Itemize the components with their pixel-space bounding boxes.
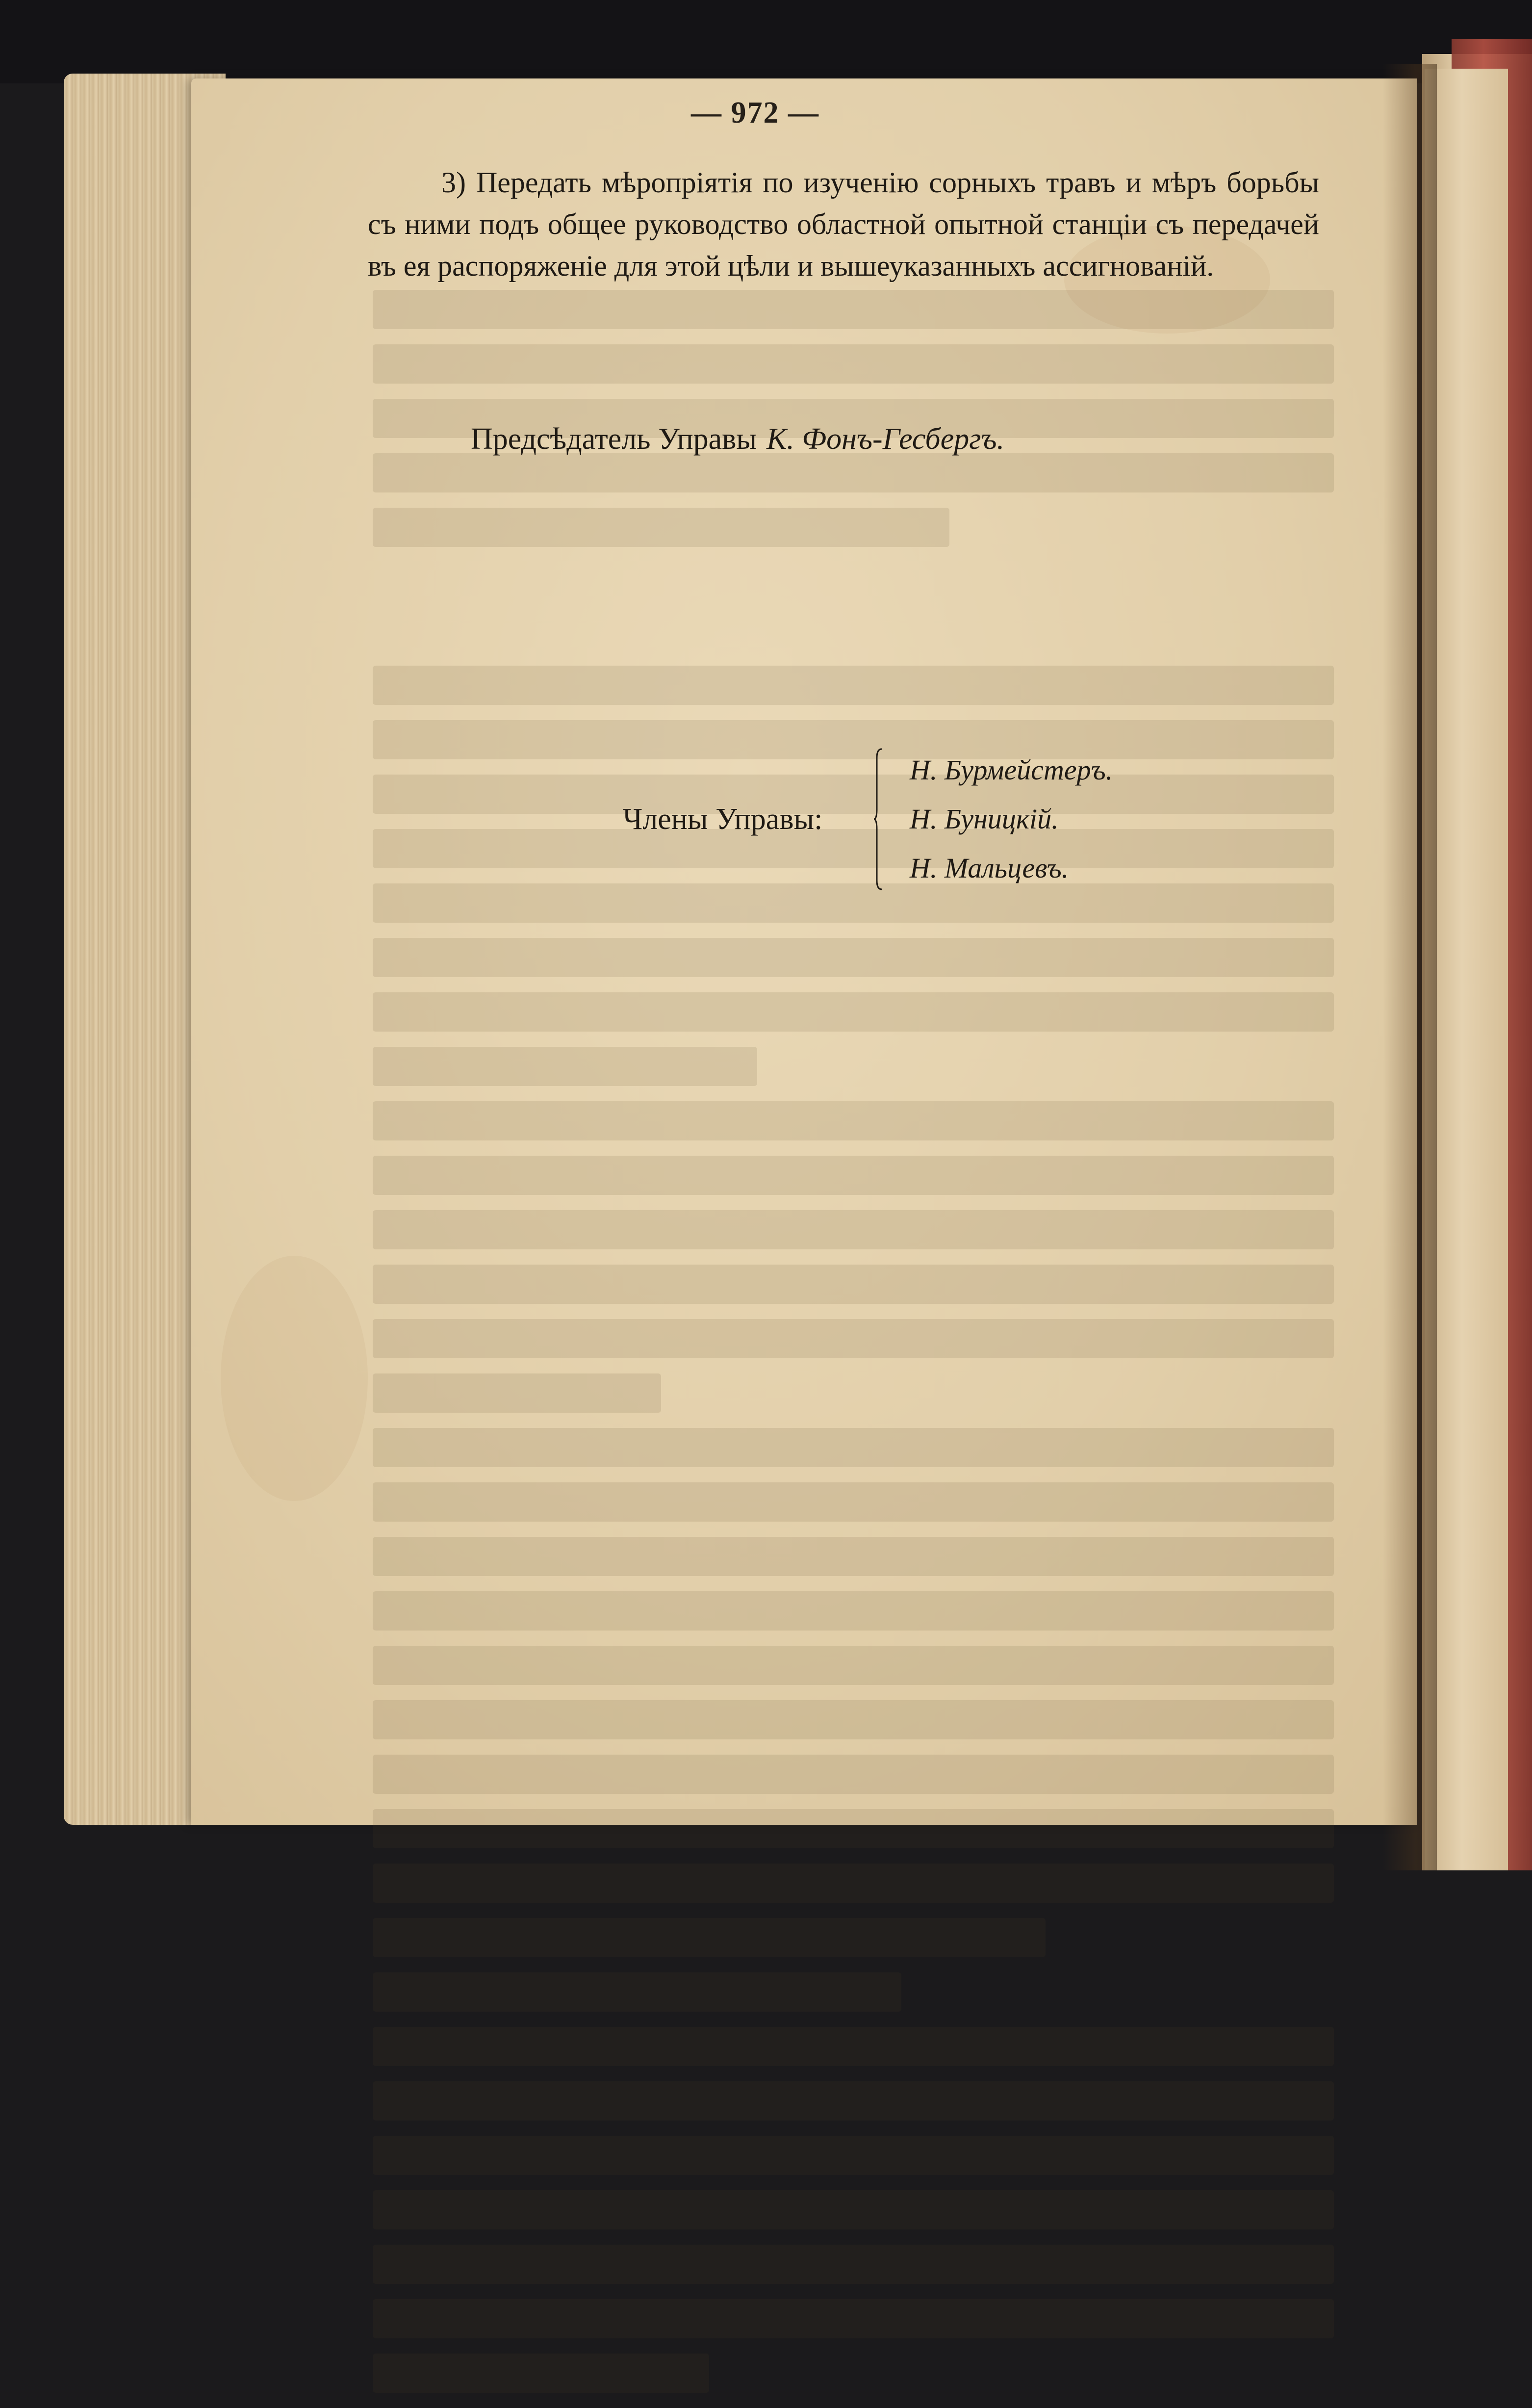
member-name: Н. Мальцевъ.	[910, 852, 1069, 884]
gutter-shadow	[1383, 64, 1437, 1870]
page-number: — 972 —	[691, 96, 819, 129]
members-list	[910, 746, 1113, 893]
member-name: Н. Буницкій.	[910, 803, 1059, 835]
chairman-title: Предсѣдатель Управы	[471, 422, 757, 456]
paragraph-3: 3) Передать мѣропріятія по изученію сорныхъ травъ и мѣръ борьбы съ ними подъ общее руководство областной опытной станціи съ передачей въ ея распоряженіе для этой цѣли и вышеуказанныхъ ассигнованій.	[368, 166, 1319, 282]
body-paragraph	[368, 162, 1319, 287]
members-label: Члены Управы:	[623, 803, 823, 836]
chairman-signature	[471, 422, 1004, 457]
member-name: Н. Бурмейстеръ.	[910, 754, 1113, 786]
brace-bracket	[873, 748, 884, 890]
paper-stain	[221, 1256, 368, 1501]
facing-page-sheet	[1425, 69, 1508, 1870]
bleed-through-text	[373, 275, 1334, 2408]
chairman-name: К. Фонъ-Гесбергъ.	[766, 422, 1005, 456]
scanner-background	[0, 0, 1532, 83]
